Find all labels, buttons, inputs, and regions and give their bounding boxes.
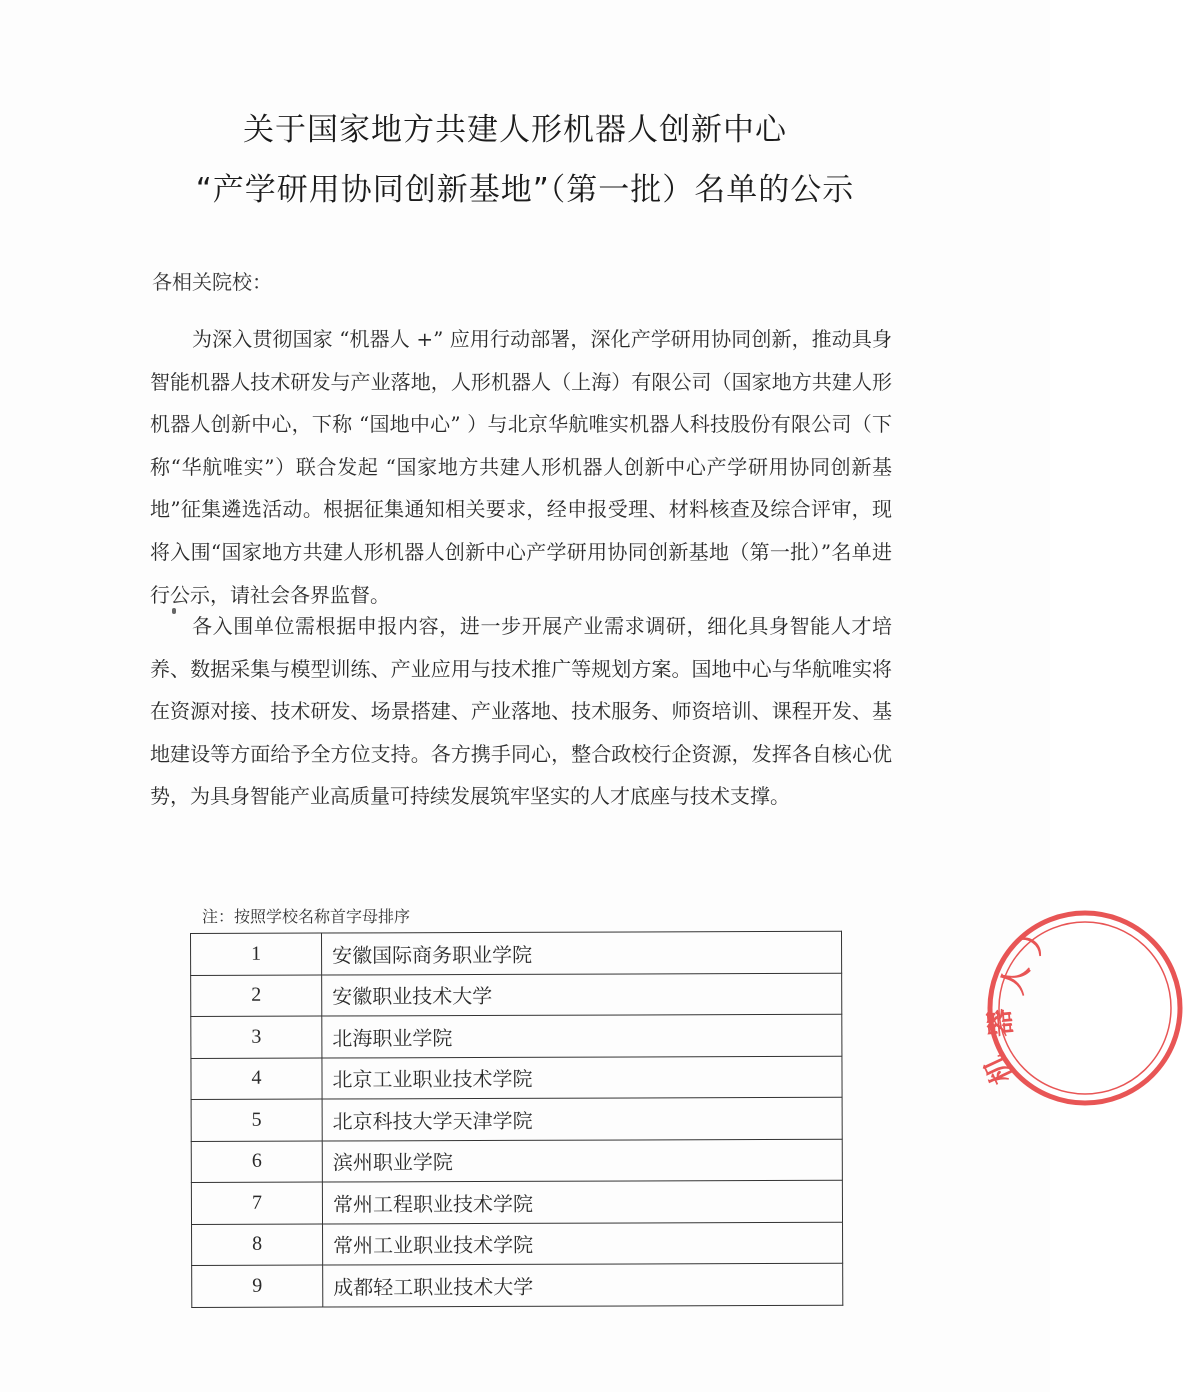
row-number: 6 (191, 1141, 322, 1183)
svg-text:机: 机 (977, 1049, 1020, 1089)
paragraph-1: 为深入贯彻国家 “机器人 +” 应用行动部署，深化产学研用协同创新，推动具身智能机器人技术研发与产业落地，人形机器人（上海）有限公司（国家地方共建人形机器人创新中心，下称 “国地中心” ）与北京华航唯实机器人科技股份有限公司（下称“华航唯实”）联合发起 “国家地方共建人形机器人创新中心产学研用协同创新基地”征集遴选活动。根据征集通知相关要求，经申报受理、材料核查及综合评审，现将入围“国家地方共建人形机器人创新中心产学研用协同创新基地（第一批）”名单进行公示，请社会各界监督。 (150, 327, 892, 607)
paragraph-2: 各入围单位需根据申报内容，进一步开展产业需求调研，细化具身智能人才培养、数据采集与模型训练、产业应用与技术推广等规划方案。国地中心与华航唯实将在资源对接、技术研发、场景搭建、产业落地、技术服务、师资培训、课程开发、基地建设等方面给予全方位支持。各方携手同心，整合政校行企资源，发挥各自核心优势，为具身智能产业高质量可持续发展筑牢坚实的人才底座与技术支撑。 (150, 614, 892, 809)
row-number: 2 (191, 975, 322, 1017)
row-number: 7 (191, 1182, 322, 1224)
school-name: 成都轻工职业技术大学 (323, 1263, 843, 1306)
row-number: 4 (191, 1058, 322, 1100)
school-name: 北海职业学院 (322, 1014, 842, 1057)
row-number: 8 (192, 1224, 323, 1266)
row-number: 3 (191, 1016, 322, 1058)
sort-note: 注：按照学校名称首字母排序 (202, 907, 411, 926)
table-row (191, 1097, 842, 1141)
salutation: 各相关院校： (152, 270, 272, 294)
table-row (191, 1180, 842, 1224)
svg-text:）: ） (1014, 915, 1061, 961)
school-name: 北京科技大学天津学院 (322, 1097, 842, 1140)
document-title-line-2: “产学研用协同创新基地”（第一批）名单的公示 (195, 172, 855, 208)
table-row (191, 1139, 842, 1183)
school-name: 安徽职业技术大学 (322, 973, 842, 1016)
school-name: 常州工程职业技术学院 (322, 1180, 842, 1223)
table-row (192, 1263, 843, 1307)
table-row (191, 931, 842, 975)
row-number: 1 (191, 933, 322, 975)
document-title-line-1: 关于国家地方共建人形机器人创新中心 (243, 112, 787, 148)
official-seal-stamp (977, 908, 1185, 1108)
svg-text:器: 器 (982, 1007, 1018, 1039)
school-list-table (190, 931, 843, 1308)
table-row (191, 973, 842, 1017)
svg-text:人: 人 (994, 960, 1037, 999)
table-row (191, 1056, 842, 1100)
school-name: 安徽国际商务职业学院 (322, 931, 842, 974)
school-name: 北京工业职业技术学院 (322, 1056, 842, 1099)
school-name: 常州工业职业技术学院 (323, 1222, 843, 1265)
table-row (191, 1014, 842, 1058)
row-number: 9 (192, 1265, 323, 1307)
school-name: 滨州职业学院 (322, 1139, 842, 1182)
table-row (192, 1222, 843, 1266)
row-number: 5 (191, 1099, 322, 1141)
